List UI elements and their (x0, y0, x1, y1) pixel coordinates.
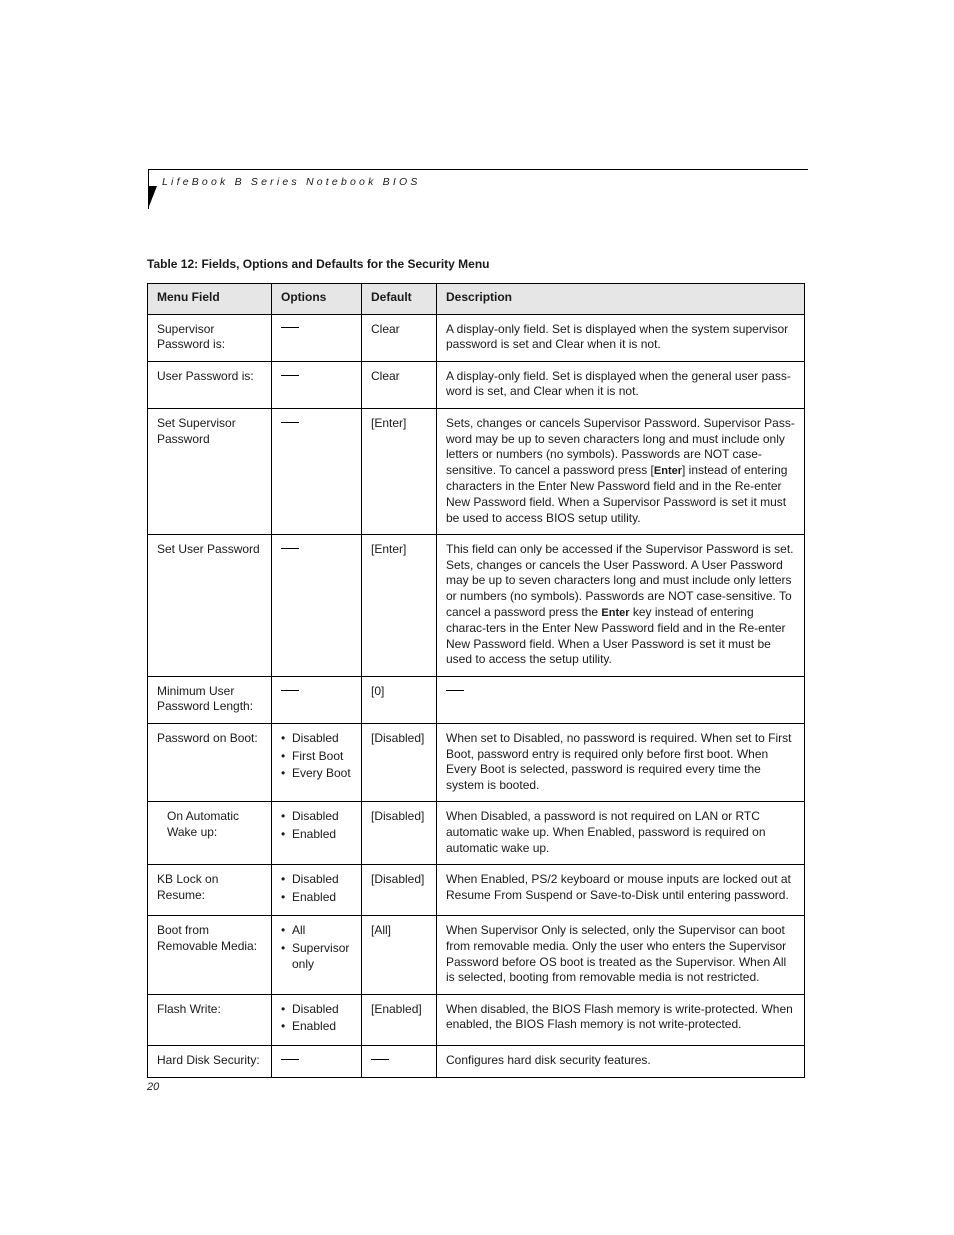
column-header-default: Default (362, 284, 437, 315)
option-item: • Disabled (281, 872, 353, 888)
menu-field-cell: Password on Boot: (148, 724, 272, 802)
table-row (148, 1045, 805, 1077)
table-row (148, 314, 805, 361)
table-header-row (148, 284, 805, 315)
default-cell: [Disabled] (362, 865, 437, 916)
em-dash-placeholder (371, 1059, 389, 1060)
default-cell: [Enabled] (362, 994, 437, 1045)
menu-field-cell: Supervisor Password is: (148, 314, 272, 361)
column-header-description: Description (437, 284, 805, 315)
table-row (148, 361, 805, 408)
em-dash-placeholder (281, 548, 299, 549)
table-row (148, 535, 805, 677)
menu-field-cell: Boot from Removable Media: (148, 916, 272, 994)
description-text: key instead of entering charac-ters in the Enter New Password field and in the Re-enter New Password field. When a User Password is set it must be used to access the setup utility. (446, 604, 786, 667)
running-head: LifeBook B Series Notebook BIOS (162, 176, 421, 188)
options-list (281, 809, 353, 842)
option-item: • First Boot (281, 749, 353, 765)
table-row (148, 802, 805, 865)
table-row (148, 865, 805, 916)
option-item: • Disabled (281, 1002, 353, 1018)
options-cell (272, 802, 362, 865)
em-dash-placeholder (281, 422, 299, 423)
option-item: • Disabled (281, 731, 353, 747)
options-cell (272, 916, 362, 994)
option-item: • All (281, 923, 353, 939)
em-dash-placeholder (281, 327, 299, 328)
default-cell: [Disabled] (362, 724, 437, 802)
table-row (148, 724, 805, 802)
description-cell: When disabled, the BIOS Flash memory is write-protected. When enabled, the BIOS Flash memory is not write-protected. (437, 994, 805, 1045)
options-cell (272, 1045, 362, 1077)
options-cell (272, 314, 362, 361)
default-cell: [Enter] (362, 535, 437, 677)
options-list (281, 923, 353, 972)
column-header-options: Options (272, 284, 362, 315)
table-row (148, 916, 805, 994)
default-cell: [0] (362, 676, 437, 723)
options-cell (272, 408, 362, 534)
default-cell: [Disabled] (362, 802, 437, 865)
option-item: • Enabled (281, 1019, 353, 1035)
menu-field-cell: KB Lock on Resume: (148, 865, 272, 916)
description-text: ] instead of entering characters in the Enter New Password field and in the Re-enter New Password field. When a Supervisor Password is set it must be used to access BIOS setup utility. (446, 462, 788, 525)
default-cell: [All] (362, 916, 437, 994)
page-number: 20 (147, 1081, 160, 1093)
menu-field-label: On Automatic Wake up: (167, 809, 240, 840)
menu-field-cell: Flash Write: (148, 994, 272, 1045)
options-cell (272, 994, 362, 1045)
default-cell: [Enter] (362, 408, 437, 534)
option-item: • Enabled (281, 827, 353, 843)
menu-field-cell: Hard Disk Security: (148, 1045, 272, 1077)
options-cell (272, 535, 362, 677)
option-item: • Disabled (281, 809, 353, 825)
default-cell (362, 1045, 437, 1077)
options-list (281, 731, 353, 782)
menu-field-cell: Set User Password (148, 535, 272, 677)
security-menu-table (147, 283, 805, 1078)
description-cell: When set to Disabled, no password is required. When set to First Boot, password entry is required only before first boot. When Every Boot is selected, password is required every time the system is booted. (437, 724, 805, 802)
default-cell: Clear (362, 361, 437, 408)
description-text: Sets, changes or cancels Supervisor Password. Supervisor Pass-word may be up to seven characters long and must include only letters or numbers (no symbols). Passwords are NOT case-sensitive. To cancel a password press [ (446, 415, 795, 477)
description-cell: Configures hard disk security features. (437, 1045, 805, 1077)
table-row (148, 676, 805, 723)
description-cell: When Supervisor Only is selected, only the Supervisor can boot from removable media. Only the user who enters the Supervisor Password before OS boot is treated as the Supervisor. When All is selected, booting from removable media is not restricted. (437, 916, 805, 994)
options-list (281, 872, 353, 905)
menu-field-cell: Minimum User Password Length: (148, 676, 272, 723)
description-cell: When Disabled, a password is not required on LAN or RTC automatic wake up. When Enabled, password is required on automatic wake up. (437, 802, 805, 865)
enter-key-label: Enter (601, 606, 630, 619)
description-cell (437, 535, 805, 677)
option-item: • Enabled (281, 890, 353, 906)
description-cell: A display-only field. Set is displayed when the general user pass-word is set, and Clear when it is not. (437, 361, 805, 408)
option-item: • Supervisor only (281, 941, 353, 972)
default-cell: Clear (362, 314, 437, 361)
description-cell: A display-only field. Set is displayed when the system supervisor password is set and Clear when it is not. (437, 314, 805, 361)
table-row (148, 408, 805, 534)
header-corner-mark (148, 186, 157, 209)
options-list (281, 1002, 353, 1035)
option-item: • Every Boot (281, 766, 353, 782)
description-cell: When Enabled, PS/2 keyboard or mouse inputs are locked out at Resume From Suspend or Save-to-Disk until entering password. (437, 865, 805, 916)
table-row (148, 994, 805, 1045)
enter-key-label: Enter (653, 464, 683, 477)
menu-field-cell (148, 802, 272, 865)
column-header-menu-field: Menu Field (148, 284, 272, 315)
menu-field-cell: User Password is: (148, 361, 272, 408)
header-rule (148, 169, 808, 170)
options-cell (272, 676, 362, 723)
description-cell (437, 676, 805, 723)
menu-field-cell: Set Supervisor Password (148, 408, 272, 534)
em-dash-placeholder (446, 690, 464, 691)
description-cell (437, 408, 805, 534)
description-text: This field can only be accessed if the Supervisor Password is set. Sets, changes or cancels the User Password. A User Password may be up to seven characters long and must include only letters or numbers (no symbols). Passwords are NOT case-sensitive. To cancel a password press the (446, 542, 794, 619)
options-cell (272, 361, 362, 408)
options-cell (272, 724, 362, 802)
em-dash-placeholder (281, 1059, 299, 1060)
table-caption: Table 12: Fields, Options and Defaults for the Security Menu (147, 257, 490, 271)
em-dash-placeholder (281, 690, 299, 691)
em-dash-placeholder (281, 375, 299, 376)
options-cell (272, 865, 362, 916)
